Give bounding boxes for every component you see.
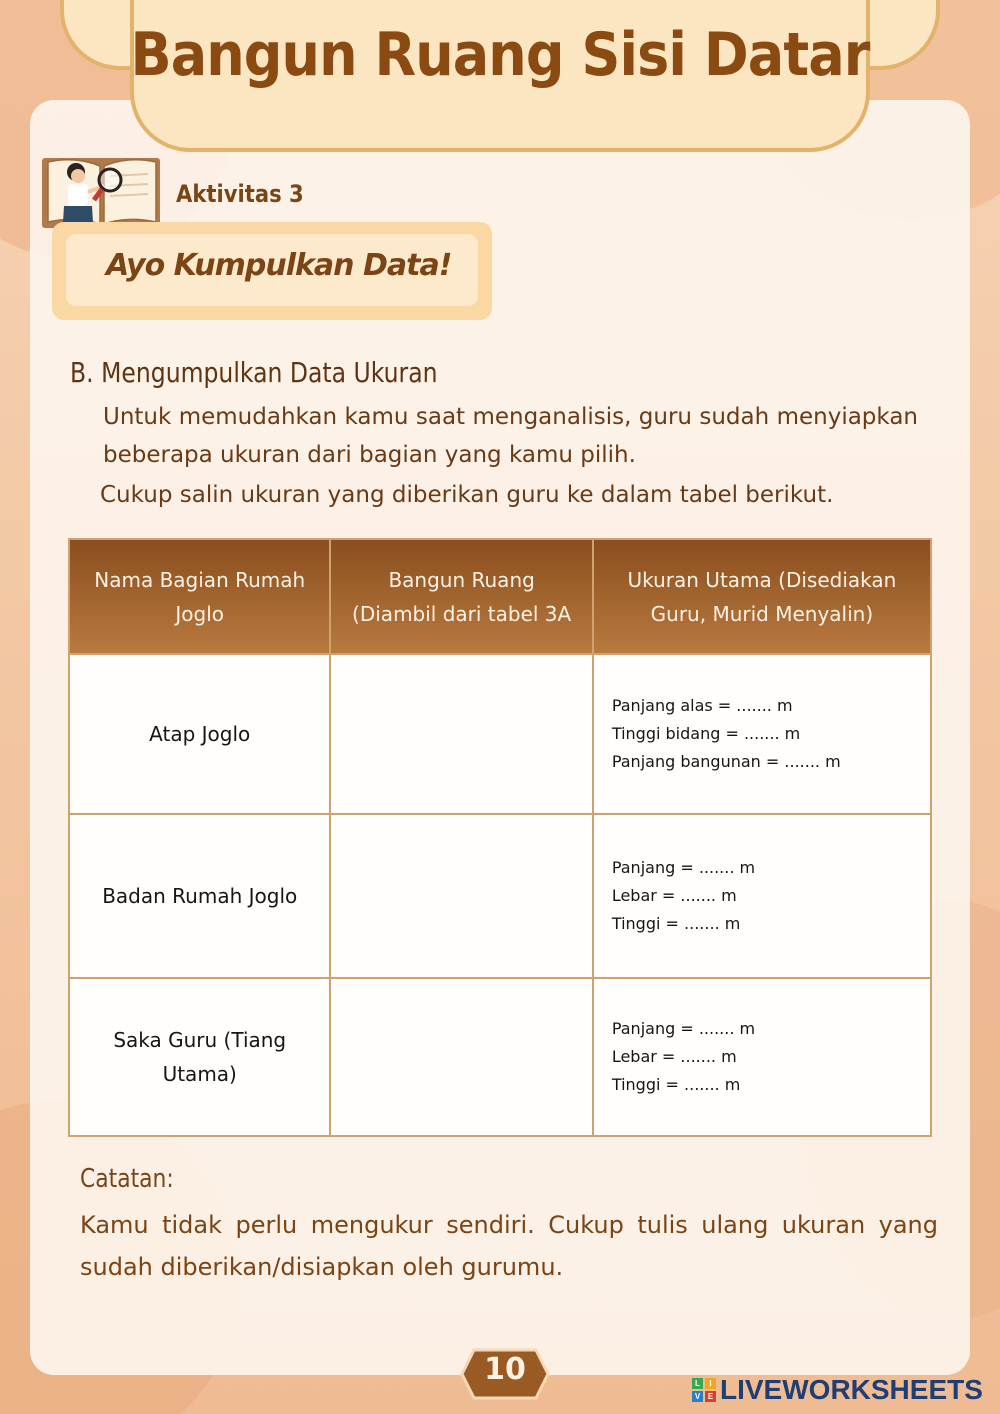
size-line: Tinggi = ....... m: [611, 914, 741, 933]
column-header: Ukuran Utama (Disediakan Guru, Murid Menyalin): [593, 539, 931, 654]
sizes-cell: [593, 978, 931, 1136]
liveworksheets-text: LIVEWORKSHEETS: [720, 1374, 983, 1405]
section-title: B. Mengumpulkan Data Ukuran: [70, 356, 438, 389]
note-text: Kamu tidak perlu mengukur sendiri. Cukup tulis ulang ukuran yang sudah diberikan/disiapkan oleh gurumu.: [80, 1211, 938, 1281]
sizes-cell: [593, 654, 931, 814]
size-line: Panjang bangunan = ....... m: [611, 752, 841, 771]
table-row: [69, 814, 931, 978]
size-line: Tinggi bidang = ....... m: [611, 724, 801, 743]
logo-letter: L: [692, 1378, 703, 1389]
size-line: Panjang alas = ....... m: [611, 696, 793, 715]
sizes-cell: [593, 814, 931, 978]
logo-letter: V: [692, 1391, 703, 1402]
logo-letter: I: [705, 1378, 716, 1389]
page-number: 10: [484, 1352, 526, 1387]
table-row: [69, 654, 931, 814]
liveworksheets-logo-icon: [692, 1378, 716, 1402]
page-title: Bangun Ruang Sisi Datar: [130, 20, 870, 90]
size-line: Tinggi = ....... m: [611, 1075, 741, 1094]
section-paragraph: Cukup salin ukuran yang diberikan guru ke dalam tabel berikut.: [100, 482, 834, 508]
size-line: Lebar = ....... m: [611, 1047, 737, 1066]
section-paragraph: Untuk memudahkan kamu saat menganalisis, guru sudah menyiapkan beberapa ukuran dari bagian yang kamu pilih.: [103, 404, 918, 468]
activity-label: Aktivitas 3: [176, 180, 304, 208]
part-name-cell: Saka Guru (Tiang Utama): [69, 978, 330, 1136]
measurement-table: [68, 538, 932, 1137]
part-name-cell: Atap Joglo: [69, 654, 330, 814]
column-header: Bangun Ruang (Diambil dari tabel 3A: [330, 539, 592, 654]
part-name-cell: Badan Rumah Joglo: [69, 814, 330, 978]
liveworksheets-watermark: [692, 1372, 983, 1408]
size-line: Panjang = ....... m: [611, 1019, 756, 1038]
shape-input-cell[interactable]: [330, 654, 592, 814]
shape-input-cell[interactable]: [330, 814, 592, 978]
shape-input-cell[interactable]: [330, 978, 592, 1136]
activity-heading: Ayo Kumpulkan Data!: [106, 248, 452, 283]
logo-letter: E: [705, 1391, 716, 1402]
table-row: [69, 978, 931, 1136]
table-header-row: [69, 539, 931, 654]
size-line: Panjang = ....... m: [611, 858, 756, 877]
note-title: Catatan:: [80, 1164, 174, 1194]
column-header: Nama Bagian Rumah Joglo: [69, 539, 330, 654]
size-line: Lebar = ....... m: [611, 886, 737, 905]
